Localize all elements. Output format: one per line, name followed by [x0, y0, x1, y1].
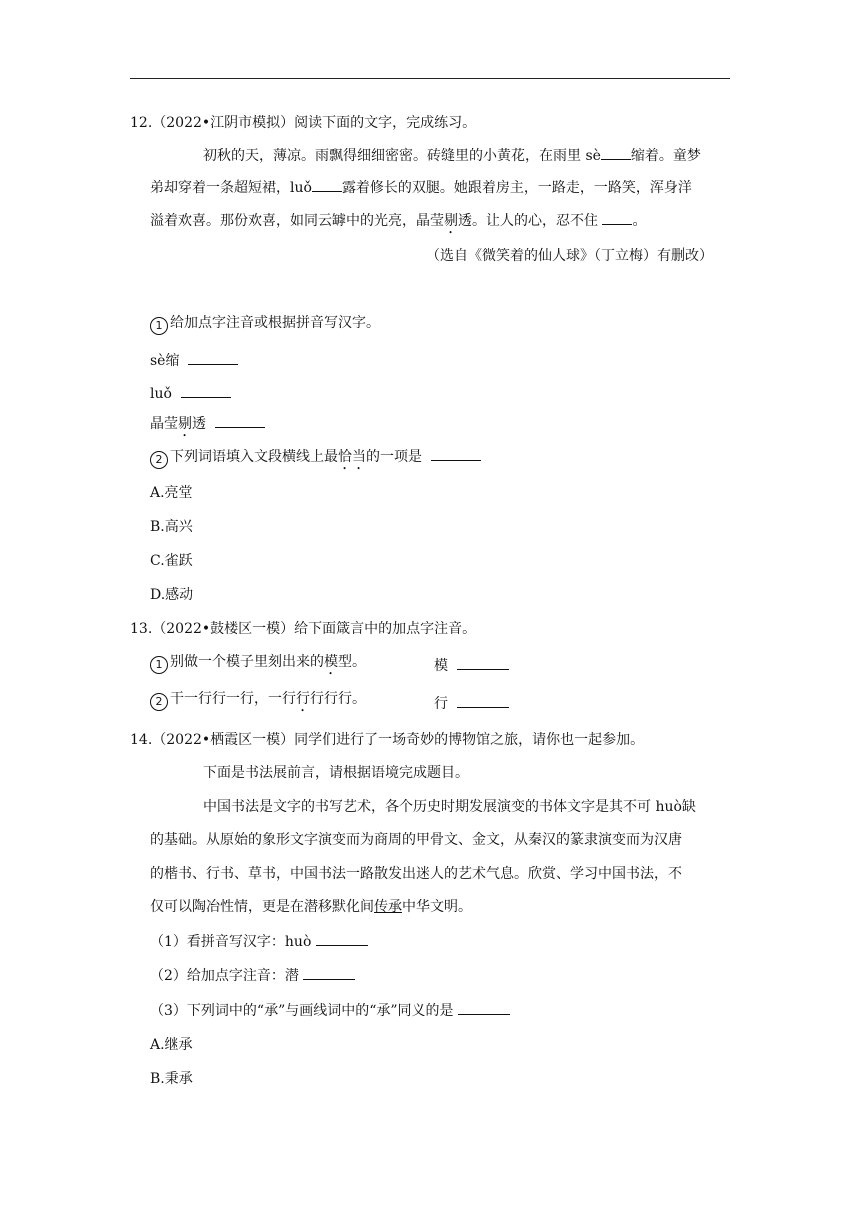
q12-item-a — [150, 350, 238, 371]
q13-l2-dotted: 行 — [296, 691, 310, 707]
q12-sub2-dotted: 恰当 — [338, 449, 366, 465]
q12-item-a-blank[interactable] — [188, 350, 238, 365]
q12-para-line3 — [150, 210, 646, 237]
q12-blank-se[interactable] — [601, 145, 631, 160]
q12-para-l1b: 缩着。童梦 — [630, 148, 701, 164]
q12-sub2-post: 的一项是 — [366, 449, 422, 465]
q12-dotted-char: 剔 — [444, 213, 458, 229]
q12-item-b-label: luǒ — [150, 386, 172, 402]
q12-para-line1 — [203, 145, 701, 166]
q14-para-line1: 中国书法是文字的书写艺术，各个历史时期发展演变的书体文字是其不可 huò缺 — [203, 799, 696, 815]
q14-para-line4 — [150, 897, 472, 917]
q14-option-a[interactable]: A.继承 — [150, 1037, 193, 1053]
q14-option-b[interactable]: B.秉承 — [150, 1071, 193, 1087]
q14-sub2-text: （2）给加点字注音：潜 — [150, 968, 299, 984]
q12-option-b[interactable]: B.高兴 — [150, 519, 193, 535]
header-rule — [130, 78, 730, 79]
q14-sub3-blank[interactable] — [458, 1000, 510, 1015]
q12-blank-fill[interactable] — [602, 210, 632, 225]
q13-l1-dotted: 模 — [324, 654, 338, 670]
q12-para-l3c: 。 — [632, 213, 647, 229]
q12-para-l1a: 初秋的天，薄凉。雨飘得细细密密。砖缝里的小黄花，在雨里 sè — [203, 148, 601, 164]
q12-item-c-dotted: 剔 — [178, 416, 192, 432]
q14-sub1-blank[interactable] — [316, 931, 368, 946]
q14-sub2-blank[interactable] — [303, 965, 355, 980]
q12-para-l2b: 露着修长的双腿。她跟着房主，一路走，一路笑，浑身洋 — [341, 180, 692, 196]
q13-line1 — [150, 652, 366, 678]
q14-sub2 — [150, 965, 355, 986]
q14-sub3-text: （3）下列词中的“承”与画线词中的“承”同义的是 — [150, 1003, 454, 1019]
q12-para-l2a: 弟却穿着一条超短裙，luǒ — [150, 180, 312, 196]
q13-header: 13.（2022•鼓楼区一模）给下面箴言中的加点字注音。 — [130, 621, 477, 637]
circled-number: 1 — [150, 317, 168, 335]
q13-answer2-label: 行 — [434, 696, 448, 712]
q12-para-line2 — [150, 177, 692, 198]
q12-option-c[interactable]: C.雀跃 — [150, 553, 193, 569]
q13-answer1 — [434, 655, 509, 676]
q12-sub1-text: 给加点字注音或根据拼音写汉字。 — [170, 315, 380, 331]
q13-answer2-blank[interactable] — [457, 693, 509, 708]
q14-underlined-word: 传承 — [374, 899, 402, 915]
q12-para-l3b: 透。让人的心，忍不住 — [458, 213, 598, 229]
q14-intro: 下面是书法展前言，请根据语境完成题目。 — [203, 765, 469, 781]
q14-para-line3: 的楷书、行书、草书，中国书法一路散发出迷人的艺术气息。欣赏、学习中国书法，不 — [150, 866, 682, 882]
q12-item-c-blank[interactable] — [215, 413, 265, 428]
q12-item-a-label: sè缩 — [150, 353, 180, 369]
q13-line2 — [150, 689, 366, 715]
q13-answer2 — [434, 693, 509, 714]
q13-l1-post: 型。 — [338, 654, 366, 670]
q13-l2-pre: 干一行行一行，一行 — [170, 691, 296, 707]
circled-number: 2 — [150, 693, 168, 711]
q13-answer1-label: 模 — [434, 658, 448, 674]
q12-item-b-blank[interactable] — [181, 383, 231, 398]
q14-header: 14.（2022•栖霞区一模）同学们进行了一场奇妙的博物馆之旅，请你也一起参加。 — [130, 732, 645, 748]
q12-sub2 — [150, 446, 481, 473]
q12-option-a[interactable]: A.亮堂 — [150, 485, 193, 501]
q14-p4b: 中华文明。 — [402, 899, 472, 915]
q12-blank-luo[interactable] — [312, 177, 342, 192]
q13-l2-post: 行行行。 — [310, 691, 366, 707]
circled-number: 1 — [150, 656, 168, 674]
q12-option-d[interactable]: D.感动 — [150, 587, 194, 603]
q12-source: （选自《微笑着的仙人球》（丁立梅）有删改） — [426, 248, 713, 264]
q14-p4a: 仅可以陶冶性情，更是在潜移默化间 — [150, 899, 374, 915]
q14-para-line2: 的基础。从原始的象形文字演变而为商周的甲骨文、金文，从秦汉的篆隶演变而为汉唐 — [150, 832, 682, 848]
q13-l1-pre: 别做一个模子里刻出来的 — [170, 654, 324, 670]
q12-item-c — [150, 413, 265, 440]
q12-header: 12.（2022•江阴市模拟）阅读下面的文字，完成练习。 — [130, 115, 477, 131]
q12-item-c-post: 透 — [192, 416, 206, 432]
q13-answer1-blank[interactable] — [457, 655, 509, 670]
q12-para-l3a: 溢着欢喜。那份欢喜，如同云罅中的光亮，晶莹 — [150, 213, 444, 229]
q14-sub1-text: （1）看拼音写汉字：huò — [150, 934, 312, 950]
q12-sub2-pre: 下列词语填入文段横线上最 — [170, 449, 338, 465]
q12-sub1 — [150, 313, 380, 335]
q12-sub2-blank[interactable] — [431, 446, 481, 461]
circled-number: 2 — [150, 451, 168, 469]
q14-sub1 — [150, 931, 368, 952]
q12-item-b — [150, 383, 231, 404]
q12-item-c-pre: 晶莹 — [150, 416, 178, 432]
q14-sub3 — [150, 1000, 510, 1021]
